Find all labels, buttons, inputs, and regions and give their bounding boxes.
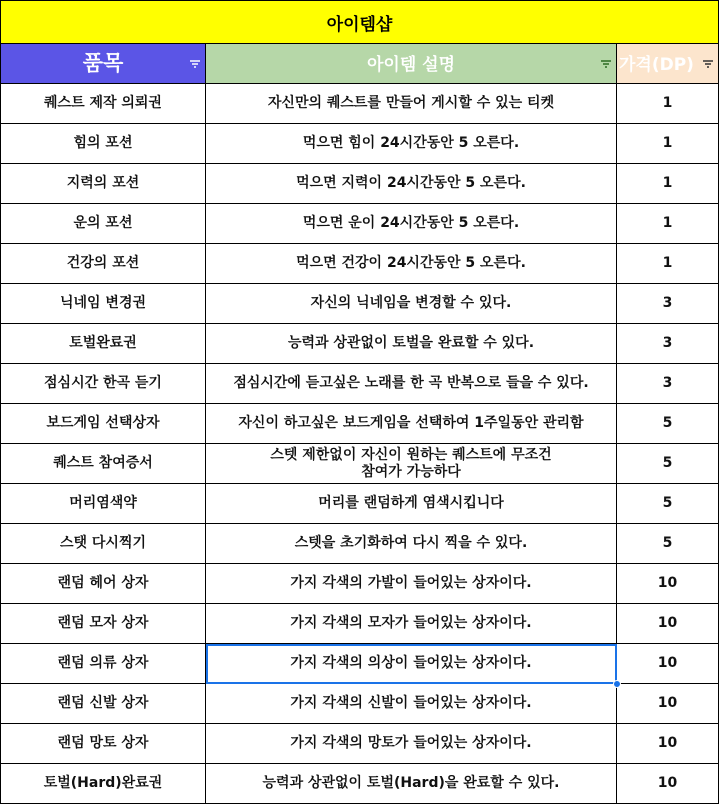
item-name-cell[interactable]: 머리염색약	[0, 484, 206, 524]
item-price-cell[interactable]: 1	[617, 244, 719, 284]
item-price-cell[interactable]: 1	[617, 124, 719, 164]
table-row	[0, 444, 720, 484]
item-name-cell[interactable]: 운의 포션	[0, 204, 206, 244]
item-description-cell[interactable]: 자신의 닉네임을 변경할 수 있다.	[206, 284, 617, 324]
item-name-cell[interactable]: 지력의 포션	[0, 164, 206, 204]
table-row	[0, 284, 720, 324]
item-description-cell[interactable]: 가지 각색의 모자가 들어있는 상자이다.	[206, 604, 617, 644]
table-row	[0, 404, 720, 444]
table-row	[0, 564, 720, 604]
table-row	[0, 244, 720, 284]
item-name-cell[interactable]: 랜덤 신발 상자	[0, 684, 206, 724]
item-description-cell[interactable]: 능력과 상관없이 토벌(Hard)을 완료할 수 있다.	[206, 764, 617, 804]
item-description-cell[interactable]: 스텟을 초기화하여 다시 찍을 수 있다.	[206, 524, 617, 564]
fill-handle[interactable]	[613, 680, 621, 688]
table-row	[0, 324, 720, 364]
item-price-cell[interactable]: 10	[617, 564, 719, 604]
header-price-label: 가격(DP)	[619, 54, 694, 75]
item-description-cell[interactable]: 점심시간에 듣고싶은 노래를 한 곡 반복으로 들을 수 있다.	[206, 364, 617, 404]
item-price-cell[interactable]: 5	[617, 484, 719, 524]
item-price-cell[interactable]: 10	[617, 684, 719, 724]
item-price-cell[interactable]: 1	[617, 84, 719, 124]
filter-icon[interactable]	[600, 58, 612, 70]
header-description[interactable]	[206, 44, 617, 84]
table-row	[0, 84, 720, 124]
item-description-cell[interactable]: 먹으면 힘이 24시간동안 5 오른다.	[206, 124, 617, 164]
item-price-cell[interactable]: 10	[617, 644, 719, 684]
filter-icon[interactable]	[189, 58, 201, 70]
table-row	[0, 764, 720, 804]
header-description-label: 아이템 설명	[366, 54, 456, 75]
item-name-cell[interactable]: 보드게임 선택상자	[0, 404, 206, 444]
table-row	[0, 684, 720, 724]
table-row	[0, 364, 720, 404]
item-price-cell[interactable]: 1	[617, 164, 719, 204]
item-name-cell[interactable]: 랜덤 망토 상자	[0, 724, 206, 764]
item-description-cell[interactable]: 자신이 하고싶은 보드게임을 선택하여 1주일동안 관리함	[206, 404, 617, 444]
header-price[interactable]	[617, 44, 719, 84]
item-name-cell[interactable]: 힘의 포션	[0, 124, 206, 164]
item-name-cell[interactable]: 퀘스트 제작 의뢰권	[0, 84, 206, 124]
header-item-label: 품목	[82, 51, 124, 75]
item-description-cell[interactable]: 가지 각색의 의상이 들어있는 상자이다.	[206, 644, 617, 684]
item-name-cell[interactable]: 랜덤 모자 상자	[0, 604, 206, 644]
filter-icon[interactable]	[702, 58, 714, 70]
item-name-cell[interactable]: 점심시간 한곡 듣기	[0, 364, 206, 404]
item-name-cell[interactable]: 토벌(Hard)완료권	[0, 764, 206, 804]
item-name-cell[interactable]: 퀘스트 참여증서	[0, 444, 206, 484]
table-row	[0, 644, 720, 684]
item-description-cell[interactable]: 가지 각색의 가발이 들어있는 상자이다.	[206, 564, 617, 604]
item-description-cell[interactable]: 먹으면 지력이 24시간동안 5 오른다.	[206, 164, 617, 204]
item-name-cell[interactable]: 랜덤 의류 상자	[0, 644, 206, 684]
item-name-cell[interactable]: 닉네임 변경권	[0, 284, 206, 324]
item-price-cell[interactable]: 5	[617, 404, 719, 444]
item-price-cell[interactable]: 10	[617, 764, 719, 804]
item-price-cell[interactable]: 3	[617, 324, 719, 364]
item-description-cell[interactable]: 가지 각색의 신발이 들어있는 상자이다.	[206, 684, 617, 724]
item-description-cell[interactable]: 가지 각색의 망토가 들어있는 상자이다.	[206, 724, 617, 764]
item-description-cell[interactable]: 먹으면 건강이 24시간동안 5 오른다.	[206, 244, 617, 284]
sheet-title[interactable]: 아이템샵	[0, 0, 719, 44]
item-name-cell[interactable]: 토벌완료권	[0, 324, 206, 364]
item-name-cell[interactable]: 스탯 다시찍기	[0, 524, 206, 564]
item-price-cell[interactable]: 5	[617, 444, 719, 484]
item-price-cell[interactable]: 1	[617, 204, 719, 244]
item-price-cell[interactable]: 10	[617, 604, 719, 644]
table-row	[0, 204, 720, 244]
item-description-cell[interactable]: 머리를 랜덤하게 염색시킵니다	[206, 484, 617, 524]
item-price-cell[interactable]: 5	[617, 524, 719, 564]
item-description-cell[interactable]: 능력과 상관없이 토벌을 완료할 수 있다.	[206, 324, 617, 364]
table-row	[0, 164, 720, 204]
table-row	[0, 124, 720, 164]
item-price-cell[interactable]: 3	[617, 284, 719, 324]
header-item[interactable]	[0, 44, 206, 84]
item-description-cell[interactable]: 자신만의 퀘스트를 만들어 게시할 수 있는 티켓	[206, 84, 617, 124]
table-row	[0, 724, 720, 764]
item-description-cell[interactable]: 먹으면 운이 24시간동안 5 오른다.	[206, 204, 617, 244]
table-row	[0, 524, 720, 564]
item-price-cell[interactable]: 10	[617, 724, 719, 764]
item-name-cell[interactable]: 랜덤 헤어 상자	[0, 564, 206, 604]
item-name-cell[interactable]: 건강의 포션	[0, 244, 206, 284]
table-row	[0, 484, 720, 524]
item-table	[0, 84, 720, 804]
item-description-cell[interactable]: 스텟 제한없이 자신이 원하는 퀘스트에 무조건 참여가 가능하다	[206, 444, 617, 484]
table-row	[0, 604, 720, 644]
item-price-cell[interactable]: 3	[617, 364, 719, 404]
